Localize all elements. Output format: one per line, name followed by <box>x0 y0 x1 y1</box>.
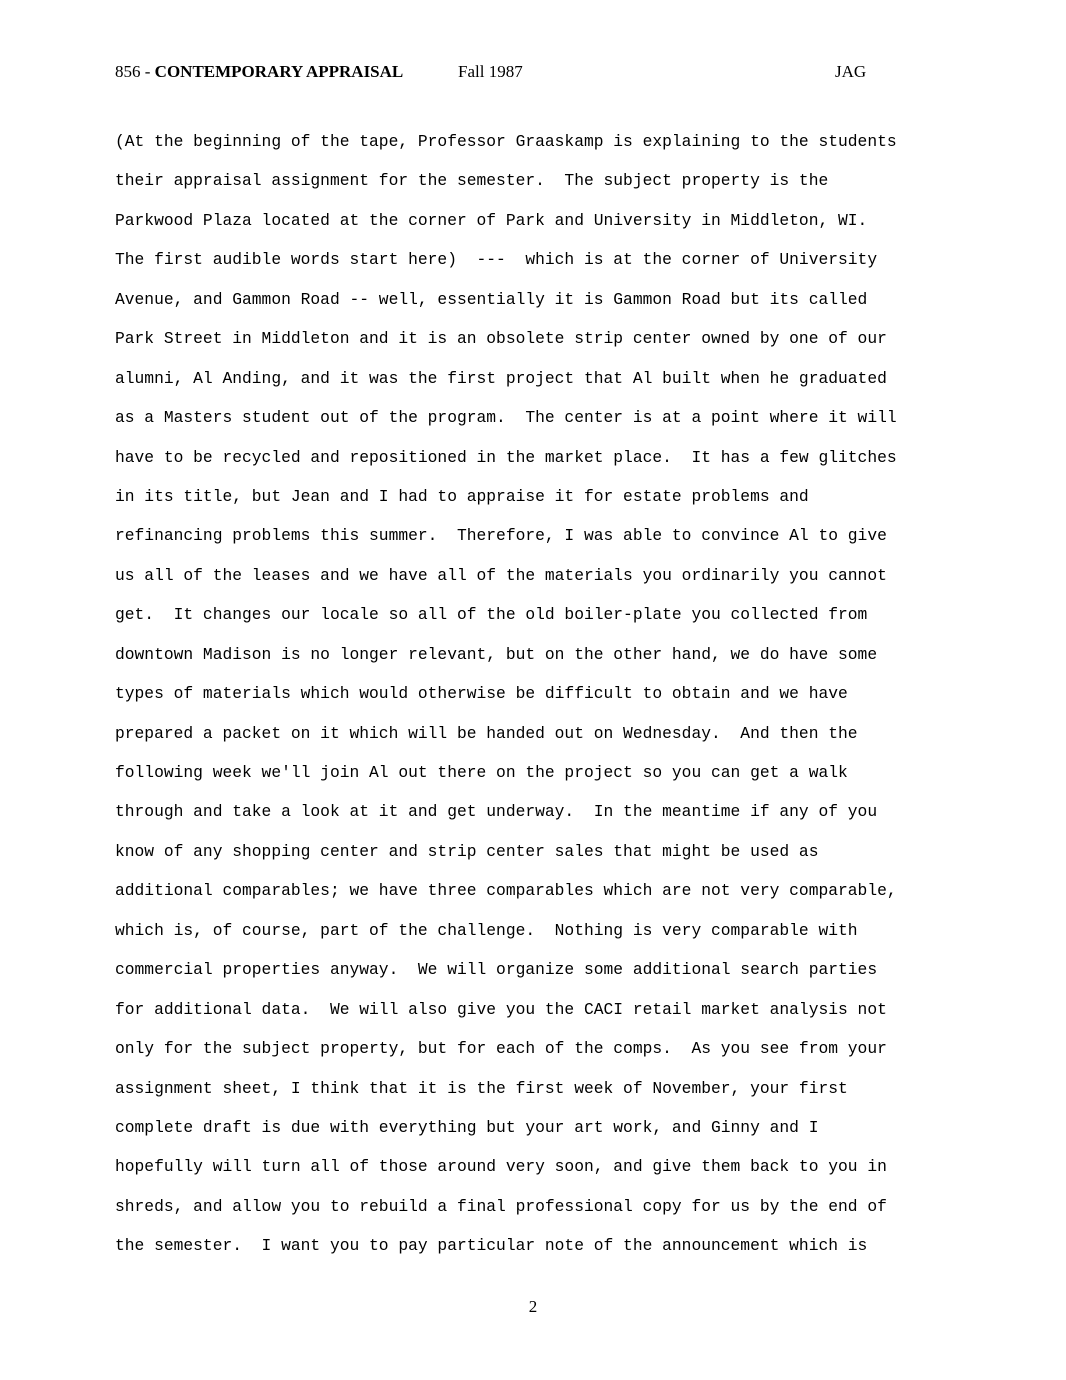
transcript-line: have to be recycled and repositioned in the market place. It has a few glitches <box>115 447 897 467</box>
transcript-line: only for the subject property, but for each of the comps. As you see from your <box>115 1039 887 1059</box>
course-number: 856 - <box>115 62 155 81</box>
transcript-line: their appraisal assignment for the semester. The subject property is the <box>115 171 829 191</box>
transcript-line: in its title, but Jean and I had to appraise it for estate problems and <box>115 486 809 506</box>
course-title: CONTEMPORARY APPRAISAL <box>154 62 404 81</box>
transcript-body <box>115 122 965 1266</box>
course-heading <box>115 62 403 82</box>
author-initials: JAG <box>835 62 867 81</box>
transcript-line: as a Masters student out of the program. The center is at a point where it will <box>115 408 897 428</box>
transcript-line: (At the beginning of the tape, Professor Graaskamp is explaining to the students <box>115 132 897 151</box>
page-header <box>0 62 1066 86</box>
transcript-line: additional comparables; we have three comparables which are not very comparable, <box>115 881 897 901</box>
transcript-line: following week we'll join Al out there on the project so you can get a walk <box>115 763 848 782</box>
transcript-line: prepared a packet on it which will be handed out on Wednesday. And then the <box>115 723 858 743</box>
transcript-line: complete draft is due with everything but your art work, and Ginny and I <box>115 1117 819 1137</box>
transcript-line: Parkwood Plaza located at the corner of Park and University in Middleton, WI. <box>115 210 868 230</box>
transcript-line: The first audible words start here) --- which is at the corner of University <box>115 250 878 270</box>
transcript-line: assignment sheet, I think that it is the first week of November, your first <box>115 1078 848 1098</box>
transcript-line: shreds, and allow you to rebuild a final professional copy for us by the end of <box>115 1196 887 1216</box>
transcript-line: the semester. I want you to pay particular note of the announcement which is <box>115 1236 868 1256</box>
transcript-line: get. It changes our locale so all of the old boiler-plate you collected from <box>115 605 868 625</box>
page-number: 2 <box>528 1297 538 1316</box>
transcript-line: types of materials which would otherwise be difficult to obtain and we have <box>115 684 848 704</box>
transcript-line: us all of the leases and we have all of the materials you ordinarily you cannot <box>115 565 887 585</box>
transcript-line: refinancing problems this summer. Therefore, I was able to convince Al to give <box>115 526 887 546</box>
transcript-line: Avenue, and Gammon Road -- well, essentially it is Gammon Road but its called <box>115 289 868 309</box>
transcript-line: which is, of course, part of the challenge. Nothing is very comparable with <box>115 920 858 940</box>
transcript-line: commercial properties anyway. We will organize some additional search parties <box>115 960 878 980</box>
transcript-line: Park Street in Middleton and it is an obsolete strip center owned by one of our <box>115 329 887 349</box>
transcript-line: hopefully will turn all of those around very soon, and give them back to you in <box>115 1157 887 1177</box>
term-label: Fall 1987 <box>458 62 523 81</box>
transcript-line: through and take a look at it and get underway. In the meantime if any of you <box>115 802 878 822</box>
transcript-line: know of any shopping center and strip center sales that might be used as <box>115 841 819 861</box>
transcript-line: downtown Madison is no longer relevant, but on the other hand, we do have some <box>115 644 878 664</box>
transcript-line: for additional data. We will also give you the CACI retail market analysis not <box>115 999 887 1019</box>
transcript-line: alumni, Al Anding, and it was the first project that Al built when he graduated <box>115 368 887 388</box>
